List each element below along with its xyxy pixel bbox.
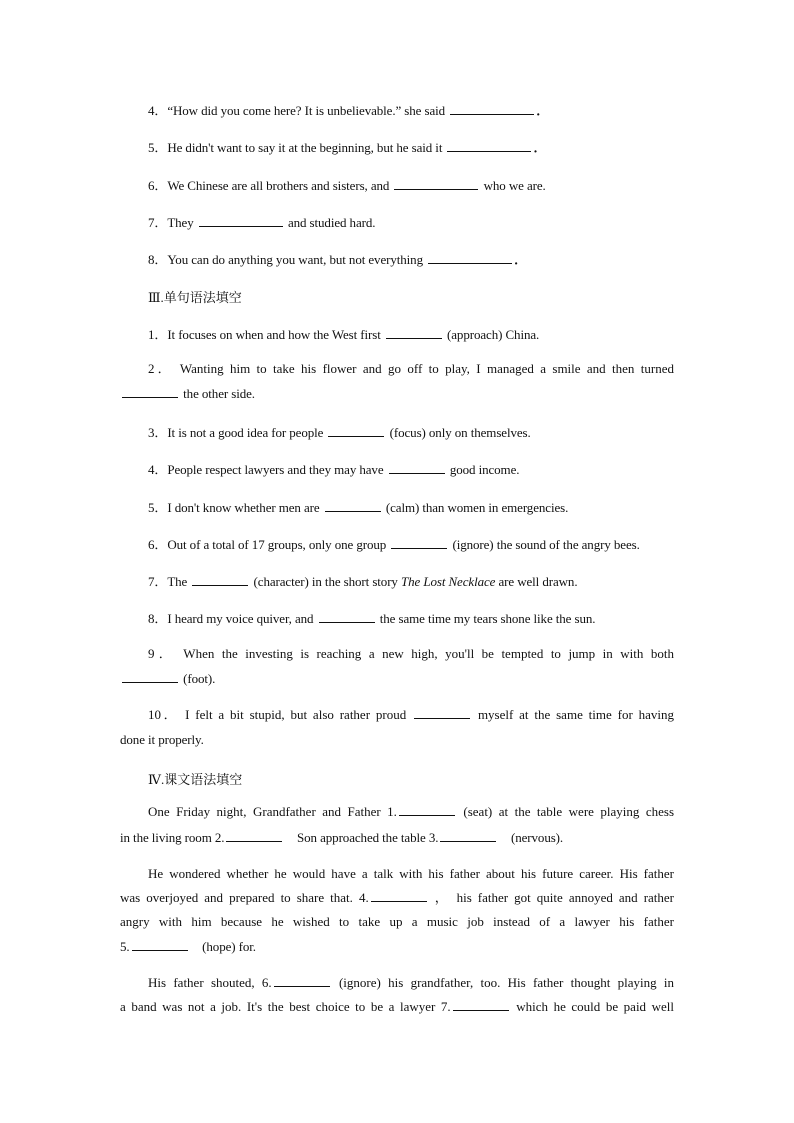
p2-item-6: 6．We Chinese are all brothers and sisters, and who we are. — [148, 178, 546, 193]
p2-item-5: 5．He didn't want to say it at the beginning, but he said it ． — [148, 140, 547, 155]
answer-blank[interactable] — [122, 670, 178, 683]
passage-p2-line1: He wondered whether he would have a talk with his father about his future career. His father — [148, 866, 674, 881]
p3-item-10-cont: done it properly. — [120, 732, 204, 747]
part4-heading: Ⅳ.课文语法填空 — [148, 772, 243, 787]
p3-item-4: 4．People respect lawyers and they may have good income. — [148, 462, 520, 477]
passage-p2-line2: was overjoyed and prepared to share that. 4. ， his father got quite annoyed and rather — [120, 890, 674, 905]
answer-blank[interactable] — [386, 326, 442, 339]
answer-blank[interactable] — [440, 829, 496, 842]
answer-blank[interactable] — [122, 385, 178, 398]
part3-heading: Ⅲ.单句语法填空 — [148, 290, 242, 305]
p3-item-6: 6．Out of a total of 17 groups, only one group (ignore) the sound of the angry bees. — [148, 537, 640, 552]
answer-blank[interactable] — [132, 938, 188, 951]
answer-blank[interactable] — [325, 499, 381, 512]
p2-item-7: 7．They and studied hard. — [148, 215, 376, 230]
p3-item-8: 8．I heard my voice quiver, and the same time my tears shone like the sun. — [148, 611, 596, 626]
answer-blank[interactable] — [389, 461, 445, 474]
answer-blank[interactable] — [328, 424, 384, 437]
answer-blank[interactable] — [199, 214, 283, 227]
p3-item-9-cont: (foot). — [120, 670, 215, 687]
p3-item-2-cont: the other side. — [120, 385, 255, 402]
answer-blank[interactable] — [428, 251, 512, 264]
answer-blank[interactable] — [450, 102, 534, 115]
passage-p2-line3: angry with him because he wished to take up a music job instead of a lawyer his father — [120, 914, 674, 929]
answer-blank[interactable] — [371, 889, 427, 902]
p3-item-3: 3．It is not a good idea for people (focus) only on themselves. — [148, 425, 531, 440]
p3-item-1: 1．It focuses on when and how the West first (approach) China. — [148, 327, 540, 342]
passage-p3-line2: a band was not a job. It's the best choice to be a lawyer 7. which he could be paid well — [120, 999, 674, 1014]
passage-p1-line2: in the living room 2. Son approached the table 3. (nervous). — [120, 830, 564, 845]
answer-blank[interactable] — [274, 974, 330, 987]
answer-blank[interactable] — [319, 610, 375, 623]
answer-blank[interactable] — [453, 998, 509, 1011]
p2-item-4: 4．“How did you come here? It is unbelievable.” she said ． — [148, 103, 550, 118]
p3-item-2: 2． Wanting him to take his flower and go off to play, I managed a smile and then turned — [148, 361, 675, 376]
passage-p3-line1: His father shouted, 6. (ignore) his grandfather, too. His father thought playing in — [148, 975, 674, 990]
passage-p1-line1: One Friday night, Grandfather and Father 1. (seat) at the table were playing chess — [148, 804, 675, 819]
p3-item-9: 9． When the investing is reaching a new high, you'll be tempted to jump in with both — [148, 646, 675, 661]
answer-blank[interactable] — [399, 803, 455, 816]
p3-item-7: 7．The (character) in the short story The Lost Necklace are well drawn. — [148, 574, 578, 589]
answer-blank[interactable] — [226, 829, 282, 842]
p3-item-10: 10． I felt a bit stupid, but also rather proud myself at the same time for having — [148, 707, 675, 722]
answer-blank[interactable] — [414, 706, 470, 719]
answer-blank[interactable] — [394, 177, 478, 190]
answer-blank[interactable] — [192, 573, 248, 586]
passage-p2-line4: 5. (hope) for. — [120, 939, 256, 954]
p3-item-5: 5．I don't know whether men are (calm) than women in emergencies. — [148, 500, 569, 515]
answer-blank[interactable] — [447, 139, 531, 152]
answer-blank[interactable] — [391, 536, 447, 549]
p2-item-8: 8．You can do anything you want, but not everything ． — [148, 252, 528, 267]
